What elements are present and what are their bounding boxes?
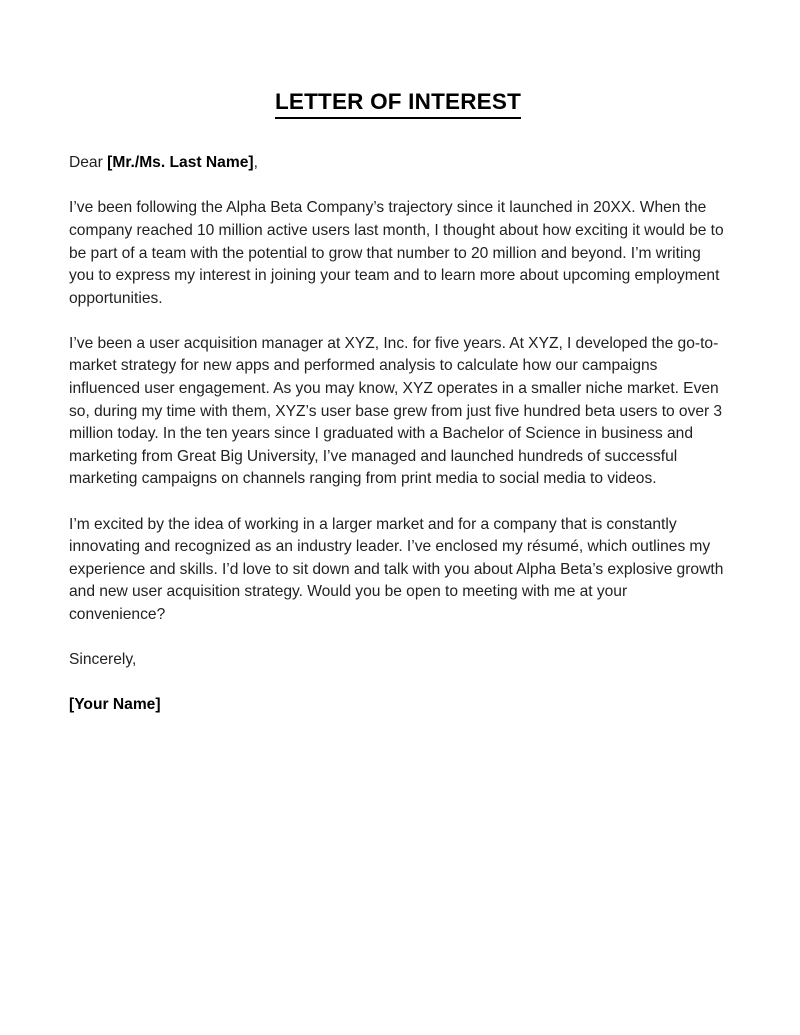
closing-line: Sincerely, — [69, 651, 137, 669]
letter-content — [69, 88, 727, 717]
spacer-after-paragraph-1 — [69, 310, 727, 333]
salutation-line — [69, 152, 727, 175]
salutation-greeting: Dear — [69, 154, 108, 172]
body-paragraph-1: I’ve been following the Alpha Beta Company’s trajectory since it launched in 20XX. When the company reached 10 million active users last month, I thought about how exciting it would be to be part of a team with the potential to grow that number to 20 million and beyond. I’m writing you to express my interest in joining your team and to learn more about upcoming employment opportunities. — [69, 199, 724, 307]
page-title-text: LETTER OF INTEREST — [275, 88, 521, 119]
body-paragraph-3: I’m excited by the idea of working in a larger market and for a company that is constantly innovating and recognized as an industry leader. I’ve enclosed my résumé, which outlines my experience and skills. I’d love to sit down and talk with you about Alpha Beta’s explosive growth and new user acquisition strategy. Would you be open to meeting with me at your convenience? — [69, 515, 724, 623]
page-title — [69, 88, 727, 119]
spacer-after-paragraph-3 — [69, 627, 727, 650]
spacer-title — [69, 119, 727, 152]
salutation-punctuation: , — [253, 154, 258, 172]
spacer-signature — [69, 672, 727, 695]
signature-name-placeholder: [Your Name] — [69, 696, 161, 714]
spacer-after-salutation — [69, 175, 727, 198]
spacer-after-paragraph-2 — [69, 491, 727, 514]
body-paragraph-2: I’ve been a user acquisition manager at XYZ, Inc. for five years. At XYZ, I developed the go-to-market strategy for new apps and performed analysis to calculate how our campaigns influenced user engagement. As you may know, XYZ operates in a smaller niche market. Even so, during my time with them, XYZ’s user base grew from just five hundred beta users to over 3 million today. In the ten years since I graduated with a Bachelor of Science in business and marketing from Great Big University, I’ve managed and launched hundreds of successful marketing campaigns on channels ranging from print media to social media to videos. — [69, 334, 723, 488]
recipient-name-placeholder: [Mr./Ms. Last Name] — [107, 154, 254, 172]
